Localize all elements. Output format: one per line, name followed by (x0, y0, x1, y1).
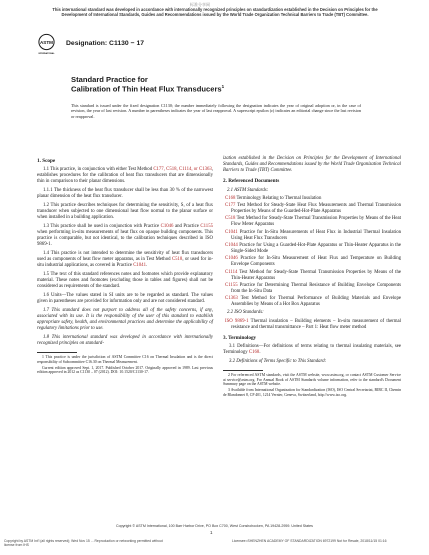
para-1-1: 1.1 This practice, in conjunction with either Test Method C177, C518, C1114, or C1363, establishes procedures for the calibration of heat flux transducers that are dimensionally thin in comparison to their planar dimensions. (37, 167, 213, 185)
reference-title: Practice for In-Situ Measurements of Heat Flux in Industrial Thermal Insulation Using Heat Flux Transducers (231, 229, 401, 241)
reference-code-link[interactable]: C1041 (225, 229, 238, 235)
reference-title: Terminology Relating to Thermal Insulation (235, 195, 322, 201)
top-notice: This international standard was developed in accordance with internationally recognized principles on standardization established in the Decision on Principles for the Development of International Standards, Guides and Recommendations issued by the World Trade Organization Technical Barriers to Trade (TBT) Committee. (52, 7, 378, 18)
footnote-1-edition: Current edition approved Sept. 1, 2017. Published October 2017. Originally approved in 1989. Last previous edition approved in 2012 as C1130 – 07 (2012). DOI: 10.1520/C1130-17. (37, 365, 213, 375)
para-3-2: 3.2 Definitions of Terms Specific to This Standard: (229, 358, 327, 364)
issued-note: This standard is issued under the fixed designation C1130; the number immediately following the designation indicates the year of original adoption or, in the case of revision, the year of last revision. A number in parentheses indicates the year of last reapproval. A superscript epsilon (ε) indicates an editorial change since the last revision or reapproval. (71, 103, 361, 119)
reference-title: Thermal insulation – Building elements – In-situ measurement of thermal resistance and thermal transmittance – Part 1: Heat flow meter method (231, 318, 401, 330)
footnote-1: 1 This practice is under the jurisdiction of ASTM Committee C16 on Thermal Insulation and is the direct responsibility of Subcommittee C16.30 on Thermal Measurement. (37, 355, 213, 364)
terminology-heading: 3. Terminology (223, 334, 257, 341)
para-1-8-cont: ization established in the Decision on Principles for the Development of International Standards, Guides and Recommendations issued by the World Trade Organization Technical Barriers to Trade (TBT) Committee. (223, 156, 401, 174)
title-text: Calibration of Thin Heat Flux Transducers (71, 84, 222, 94)
ref-link[interactable]: C1041 (133, 263, 146, 269)
page-title (71, 84, 224, 94)
ref-link[interactable]: C1046 (160, 223, 174, 229)
ref-link[interactable]: C1155 (200, 223, 213, 229)
standard-type: Standard Practice for (71, 75, 148, 84)
reference-item (223, 283, 401, 295)
reference-code-link[interactable]: C518 (225, 216, 236, 222)
para-1-8: 1.8 This international standard was developed in accordance with internationally recognized principles on standard- (37, 334, 213, 347)
astm-logo-icon (38, 33, 55, 59)
left-column (37, 154, 213, 376)
para-1-2: 1.2 This practice describes techniques for determining the sensitivity, S, of a heat flux transducer when subjected to one dimensional heat flow normal to the planar surface or when installed in a building application. (37, 202, 213, 221)
reference-title: Practice for Using a Guarded-Hot-Plate Apparatus or Thin-Heater Apparatus in the Single-Sided Mode (231, 242, 401, 255)
reference-code-link[interactable]: C1114 (225, 269, 238, 275)
footnote-divider (37, 352, 77, 353)
footnote-divider (223, 370, 263, 371)
svg-text:INTERNATIONAL: INTERNATIONAL (38, 53, 55, 55)
para-1-1-1: 1.1.1 The thickness of the heat flux transducer shall be less than 30 % of the narrowest planar dimension of the heat flux transducer. (37, 188, 213, 200)
para-1-3: 1.3 This practice shall be used in conjunction with Practice C1046 and Practice C1155 when performing in-situ measurements of heat flux on opaque building components. This practice is comparable, but not identical, to the calibration techniques described in ISO 9869-1. (37, 223, 213, 248)
para-1-5: 1.5 The text of this standard references notes and footnotes which provide explanatory material. These notes and footnotes (excluding those in tables and figures) shall not be considered as requirements of the standard. (37, 272, 213, 290)
para-1-4: 1.4 This practice is not intended to determine the sensitivity of heat flux transducers used as components of heat flow meter apparatus, as in Test Method C518, or used for in-situ industrial applications, as covered in Practice C1041. (37, 251, 213, 269)
iso-standards-heading: 2.2 ISO Standards: (227, 310, 264, 316)
para-3-1: 3.1 Definitions—For definitions of terms relating to thermal insulating materials, see Terminology C168. (223, 344, 401, 356)
reference-title: Test Method for Thermal Performance of Building Materials and Envelope Assemblies by Means of a Hot Box Apparatus (231, 296, 401, 308)
reference-item (223, 196, 401, 202)
reference-item (223, 256, 401, 268)
reference-code-link[interactable]: C1046 (225, 256, 238, 262)
reference-title: Practice for In-Situ Measurement of Heat Flux and Temperature on Building Envelope Components (231, 256, 401, 268)
reference-code-link[interactable]: C168 (225, 195, 236, 201)
reference-item (223, 203, 401, 215)
ref-link[interactable]: C518 (171, 257, 183, 263)
reference-item (223, 216, 401, 228)
designation: Designation: C1130 − 17 (66, 40, 145, 47)
license-right: Licensee=SHENZHEN ACADEMY OF STANDARDIZATION 6972199 Not for Resale, 2018/11/15 01:16 (232, 539, 387, 543)
reference-code-link[interactable]: C1155 (225, 282, 238, 288)
watermark-text: 标准分享网 (190, 2, 210, 7)
copyright-text: Copyright © ASTM International, 100 Barr Harbor Drive, PO Box C700, West Conshohocken, PA 19428-2959. United States (116, 524, 313, 528)
right-column (223, 156, 401, 399)
reference-code-link[interactable]: C177 (225, 202, 236, 208)
reference-code-link[interactable]: C1363 (225, 296, 238, 302)
ref-link[interactable]: C168 (248, 350, 260, 356)
scope-heading: 1. Scope (37, 158, 56, 164)
reference-item (223, 243, 401, 255)
reference-item (223, 296, 401, 308)
para-1-7: 1.7 This standard does not purport to address all of the safety concerns, if any, associated with its use. It is the responsibility of the user of this standard to establish appropriate safety, health, and environmental practices and determine the applicability of regulatory limitations prior to use. (37, 307, 213, 332)
refs-heading: 2. Referenced Documents (223, 178, 280, 185)
reference-item (223, 230, 401, 242)
iso-standards-list (223, 319, 401, 331)
astm-standards-list (223, 196, 401, 309)
title-footnote-mark: 1 (221, 84, 225, 89)
reference-title: Test Method for Steady-State Thermal Transmission Properties by Means of the Heat Flow Meter Apparatus (231, 216, 401, 228)
footnote-3: 3 Available from International Organization for Standardization (ISO), ISO Central Secretariat, BIBC II, Chemin de Blandonnet 8, CP 401, 1214 Vernier, Geneva, Switzerland, http://www.iso.org. (223, 388, 401, 397)
reference-title: Test Method for Steady-State Thermal Transmission Properties by Means of the Thin-Heater Apparatus (231, 269, 401, 281)
svg-text:ASTM: ASTM (39, 40, 54, 45)
reference-title: Test Method for Steady-State Heat Flux Measurements and Thermal Transmission Properties by Means of the Guarded-Hot-Plate Apparatus (231, 202, 401, 215)
reference-item (223, 270, 401, 282)
reference-code-link[interactable]: C1044 (225, 242, 238, 248)
para-1-6: 1.6 Units—The values stated in SI units are to be regarded as standard. The values given in parentheses are provided for information only and are not considered standard. (37, 292, 213, 305)
astm-standards-heading: 2.1 ASTM Standards: (227, 187, 269, 193)
footnote-2: 2 For referenced ASTM standards, visit the ASTM website, www.astm.org, or contact ASTM Customer Service at service@astm.org. For Annual Book of ASTM Standards volume information, refer to the standard's Document Summary page on the ASTM website. (223, 373, 401, 387)
reference-item (223, 319, 401, 331)
page-number: 1 (210, 530, 213, 535)
license-left: Copyright by ASTM Int'l (all rights reserved); Wed Nov 15 ... Reproduction or networking permitted without license from IHS (4, 539, 163, 548)
reference-title: Practice for Determining Thermal Resistance of Building Envelope Components from the In-Situ Data (231, 282, 401, 294)
reference-code-link[interactable]: ISO 9869-1 (225, 318, 249, 324)
ref-link[interactable]: C177, C518, C1114, or C1363 (153, 167, 212, 173)
page-footer (0, 524, 429, 535)
